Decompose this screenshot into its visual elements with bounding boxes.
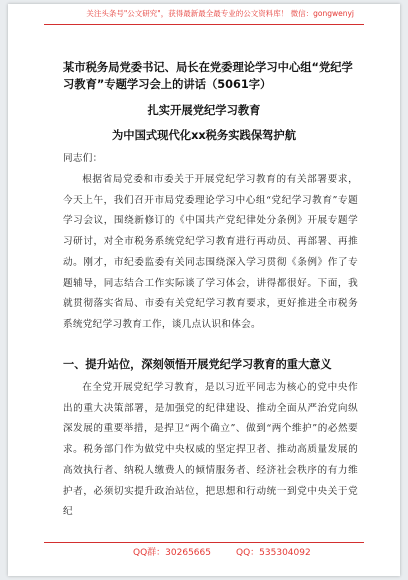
paragraph-2: 在全党开展党纪学习教育，是以习近平同志为核心的党中央作出的重大决策部署，是加强党的纪律建设、推动全面从严治党向纵深发展的重要举措，是捍卫“两个确立”、做到“两个维护”的必然要求。税务部门作为做党中央权威的坚定捍卫者、推动高质量发展的高效执行者、纳税人缴费人的倾情服务者、经济社会秩序的有力维护者，必须切实提升政治站位，把思想和行动统一到党中央关于党纪 [63,382,358,518]
document-subtitle-2: 为中国式现代化xx税务实践保驾护航 [111,129,297,142]
document-subtitle-1: 扎实开展党纪学习教育 [147,104,261,117]
document-page [8,4,400,576]
footer-qq-group: QQ群：30265665 [133,548,211,558]
footer-qq-contact: QQ：535304092 [236,548,311,558]
greeting: 同志们： [63,153,103,164]
paragraph-1: 根据省局党委和市委关于开展党纪学习教育的有关部署要求，今天上午，我们召开市局党委理论学习中心组“党纪学习教育”专题学习会议，围绕新修订的《中国共产党纪律处分条例》开展专题学习研讨，对全市税务系统党纪学习教育进行再动员、再部署、再推动。刚才，市纪委监委有关同志围绕深入学习贯彻《条例》作了专题辅导，同志结合工作实际谈了学习体会，讲得都很好。下面，我就贯彻落实省局、市委有关党纪学习教育要求，更好推进全市税务系统党纪学习教育工作，谈几点认识和体会。 [63,174,358,330]
document-title: 某市税务局党委书记、局长在党委理论学习中心组“党纪学习教育”专题学习会上的讲话（5061字） [63,61,353,91]
header-note: 关注头条号"公文研究"，获得最新最全最专业的公文资料库！ 微信：gongwenyj [86,9,354,18]
footer-divider [44,542,364,543]
header-divider [44,24,364,25]
section-1-heading: 一、提升站位，深刻领悟开展党纪学习教育的重大意义 [63,358,332,371]
